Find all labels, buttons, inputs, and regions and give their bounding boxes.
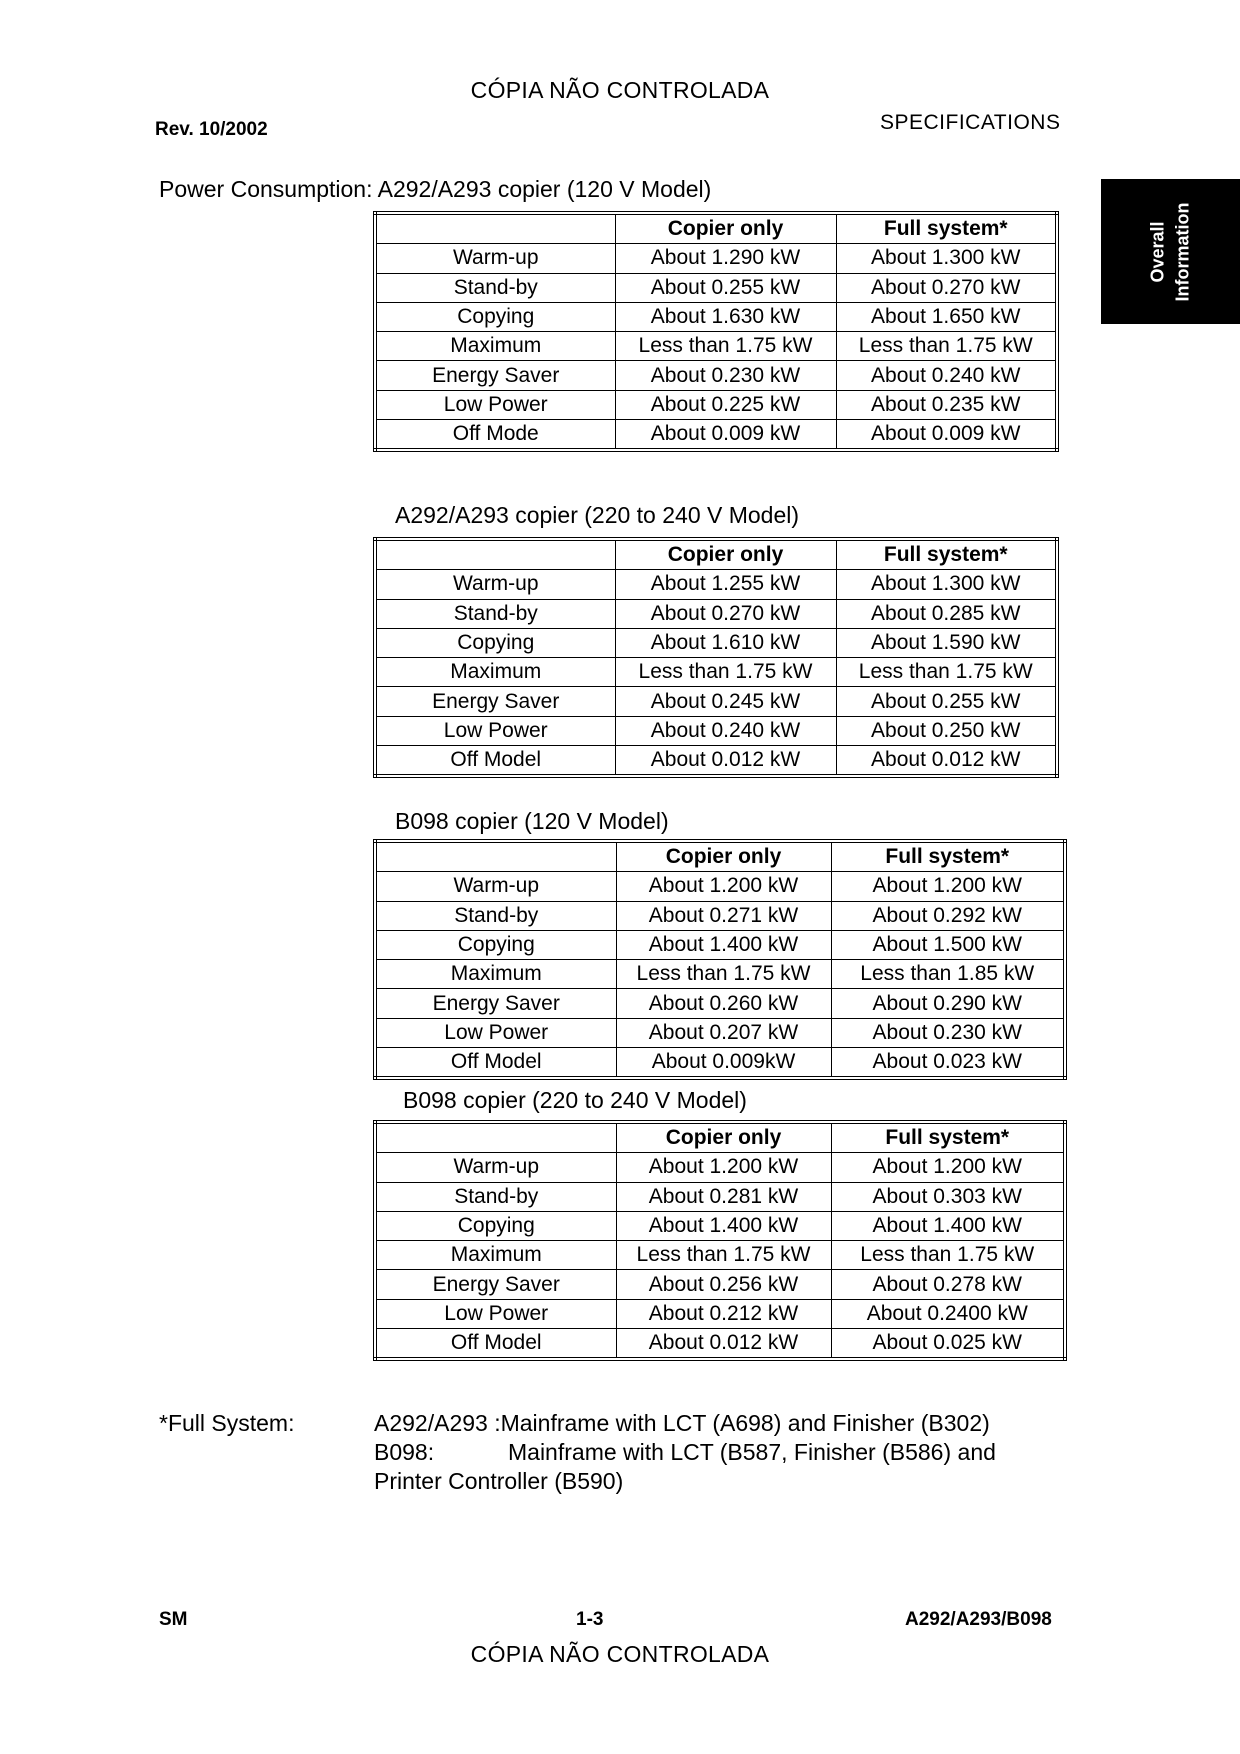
table-cell: About 0.012 kW (615, 746, 836, 777)
header-cell (375, 1122, 616, 1153)
table-row (375, 244, 1057, 273)
table-cell: About 1.200 kW (616, 872, 831, 901)
row-label: Off Mode (375, 420, 615, 451)
row-label: Off Model (375, 746, 615, 777)
row-label: Low Power (375, 1299, 616, 1328)
row-label: Off Model (375, 1329, 616, 1360)
table-row (375, 1241, 1065, 1270)
row-label: Warm-up (375, 570, 615, 599)
table-row (375, 1329, 1065, 1360)
table-cell: About 0.025 kW (831, 1329, 1065, 1360)
table-cell: Less than 1.75 kW (836, 658, 1057, 687)
table-cell: Less than 1.75 kW (836, 332, 1057, 361)
row-label: Warm-up (375, 872, 616, 901)
table-row (375, 872, 1065, 901)
table-header-row (375, 841, 1065, 872)
table-cell: About 1.610 kW (615, 628, 836, 657)
header-cell: Full system* (836, 213, 1057, 244)
table-cell: About 0.285 kW (836, 599, 1057, 628)
table-row (375, 716, 1057, 745)
table-1-title: Power Consumption: A292/A293 copier (120 V Model) (159, 176, 712, 202)
table-cell: About 0.250 kW (836, 716, 1057, 745)
watermark-top: CÓPIA NÃO CONTROLADA (470, 77, 770, 103)
table-cell: About 1.200 kW (831, 872, 1065, 901)
table-cell: About 1.200 kW (616, 1153, 831, 1182)
table-row (375, 1211, 1065, 1240)
header-cell (375, 539, 615, 570)
table-cell: About 1.400 kW (831, 1211, 1065, 1240)
table-cell: About 0.207 kW (616, 1018, 831, 1047)
table-row (375, 746, 1057, 777)
power-table-b098-220v (373, 1120, 1067, 1361)
table-row (375, 1153, 1065, 1182)
footer-left: SM (159, 1609, 188, 1630)
header-cell: Copier only (615, 539, 836, 570)
table-row (375, 1048, 1065, 1079)
row-label: Low Power (375, 1018, 616, 1047)
table-row (375, 930, 1065, 959)
table-cell: About 0.212 kW (616, 1299, 831, 1328)
row-label: Copying (375, 930, 616, 959)
table-cell: About 1.400 kW (616, 930, 831, 959)
row-label: Copying (375, 628, 615, 657)
table-header-row (375, 1122, 1065, 1153)
table-cell: About 0.240 kW (836, 361, 1057, 390)
table-cell: About 0.303 kW (831, 1182, 1065, 1211)
row-label: Warm-up (375, 244, 615, 273)
table-row (375, 658, 1057, 687)
table-cell: About 0.230 kW (831, 1018, 1065, 1047)
row-label: Energy Saver (375, 361, 615, 390)
table-4-title: B098 copier (220 to 240 V Model) (403, 1087, 747, 1113)
table-header-row (375, 213, 1057, 244)
side-tab-line2: Information (1172, 202, 1193, 301)
table-cell: About 1.400 kW (616, 1211, 831, 1240)
revision-label: Rev. 10/2002 (155, 119, 268, 140)
table-cell: About 0.240 kW (615, 716, 836, 745)
table-cell: About 0.012 kW (836, 746, 1057, 777)
row-label: Maximum (375, 332, 615, 361)
table-row (375, 361, 1057, 390)
table-cell: About 1.590 kW (836, 628, 1057, 657)
table-row (375, 570, 1057, 599)
table-row (375, 1299, 1065, 1328)
table-header-row (375, 539, 1057, 570)
table-cell: About 1.500 kW (831, 930, 1065, 959)
table-row (375, 420, 1057, 451)
footnote-line2-text: Mainframe with LCT (B587, Finisher (B586) and (508, 1439, 996, 1465)
table-row (375, 989, 1065, 1018)
row-label: Stand-by (375, 901, 616, 930)
table-cell: About 0.225 kW (615, 390, 836, 419)
table-row (375, 390, 1057, 419)
table-cell: About 0.009kW (616, 1048, 831, 1079)
header-cell: Full system* (831, 1122, 1065, 1153)
table-cell: About 0.271 kW (616, 901, 831, 930)
header-cell: Copier only (615, 213, 836, 244)
footer-right: A292/A293/B098 (905, 1609, 1052, 1630)
table-cell: Less than 1.75 kW (831, 1241, 1065, 1270)
table-cell: About 1.300 kW (836, 570, 1057, 599)
footnote-line1: A292/A293 :Mainframe with LCT (A698) and Finisher (B302) (374, 1410, 990, 1436)
row-label: Stand-by (375, 599, 615, 628)
row-label: Warm-up (375, 1153, 616, 1182)
footnote-line3: Printer Controller (B590) (374, 1468, 624, 1494)
table-row (375, 599, 1057, 628)
table-3-title: B098 copier (120 V Model) (395, 808, 669, 834)
table-cell: About 0.235 kW (836, 390, 1057, 419)
table-cell: About 0.012 kW (616, 1329, 831, 1360)
row-label: Low Power (375, 390, 615, 419)
table-cell: About 0.2400 kW (831, 1299, 1065, 1328)
header-cell: Copier only (616, 841, 831, 872)
table-cell: About 0.270 kW (836, 273, 1057, 302)
table-row (375, 302, 1057, 331)
table-cell: Less than 1.75 kW (616, 1241, 831, 1270)
table-2-title: A292/A293 copier (220 to 240 V Model) (395, 502, 800, 528)
table-cell: About 1.255 kW (615, 570, 836, 599)
row-label: Stand-by (375, 273, 615, 302)
header-cell: Full system* (831, 841, 1065, 872)
table-cell: About 1.200 kW (831, 1153, 1065, 1182)
power-table-b098-120v (373, 839, 1067, 1080)
header-cell: Full system* (836, 539, 1057, 570)
table-cell: About 0.245 kW (615, 687, 836, 716)
table-cell: About 0.009 kW (836, 420, 1057, 451)
table-row (375, 960, 1065, 989)
table-cell: About 0.281 kW (616, 1182, 831, 1211)
side-tab-overall-information (1101, 179, 1240, 324)
section-title: SPECIFICATIONS (880, 111, 1061, 134)
table-cell: About 0.270 kW (615, 599, 836, 628)
table-cell: Less than 1.75 kW (616, 960, 831, 989)
footnote-line2-label: B098: (374, 1439, 435, 1465)
table-cell: About 0.230 kW (615, 361, 836, 390)
table-row (375, 687, 1057, 716)
table-cell: About 0.260 kW (616, 989, 831, 1018)
table-cell: Less than 1.75 kW (615, 658, 836, 687)
table-cell: About 0.009 kW (615, 420, 836, 451)
table-cell: About 0.278 kW (831, 1270, 1065, 1299)
table-cell: About 0.292 kW (831, 901, 1065, 930)
table-row (375, 901, 1065, 930)
row-label: Energy Saver (375, 687, 615, 716)
row-label: Energy Saver (375, 989, 616, 1018)
table-row (375, 273, 1057, 302)
watermark-bottom: CÓPIA NÃO CONTROLADA (470, 1641, 770, 1667)
table-cell: About 1.650 kW (836, 302, 1057, 331)
table-cell: About 1.630 kW (615, 302, 836, 331)
row-label: Stand-by (375, 1182, 616, 1211)
row-label: Maximum (375, 960, 616, 989)
power-table-a292-120v (373, 211, 1059, 452)
table-cell: About 0.255 kW (615, 273, 836, 302)
row-label: Low Power (375, 716, 615, 745)
footnote-label: *Full System: (159, 1410, 295, 1436)
row-label: Copying (375, 302, 615, 331)
table-cell: Less than 1.75 kW (615, 332, 836, 361)
table-cell: About 0.023 kW (831, 1048, 1065, 1079)
row-label: Maximum (375, 658, 615, 687)
table-cell: About 0.290 kW (831, 989, 1065, 1018)
row-label: Maximum (375, 1241, 616, 1270)
header-cell (375, 213, 615, 244)
table-row (375, 1018, 1065, 1047)
table-cell: About 1.300 kW (836, 244, 1057, 273)
table-cell: About 1.290 kW (615, 244, 836, 273)
header-cell (375, 841, 616, 872)
table-row (375, 332, 1057, 361)
table-row (375, 1182, 1065, 1211)
row-label: Copying (375, 1211, 616, 1240)
table-cell: About 0.255 kW (836, 687, 1057, 716)
table-cell: About 0.256 kW (616, 1270, 831, 1299)
table-row (375, 1270, 1065, 1299)
header-cell: Copier only (616, 1122, 831, 1153)
power-table-a292-220v (373, 537, 1059, 778)
row-label: Off Model (375, 1048, 616, 1079)
footer-page-number: 1-3 (576, 1609, 604, 1630)
table-cell: Less than 1.85 kW (831, 960, 1065, 989)
row-label: Energy Saver (375, 1270, 616, 1299)
table-row (375, 628, 1057, 657)
side-tab-line1: Overall (1147, 220, 1168, 283)
